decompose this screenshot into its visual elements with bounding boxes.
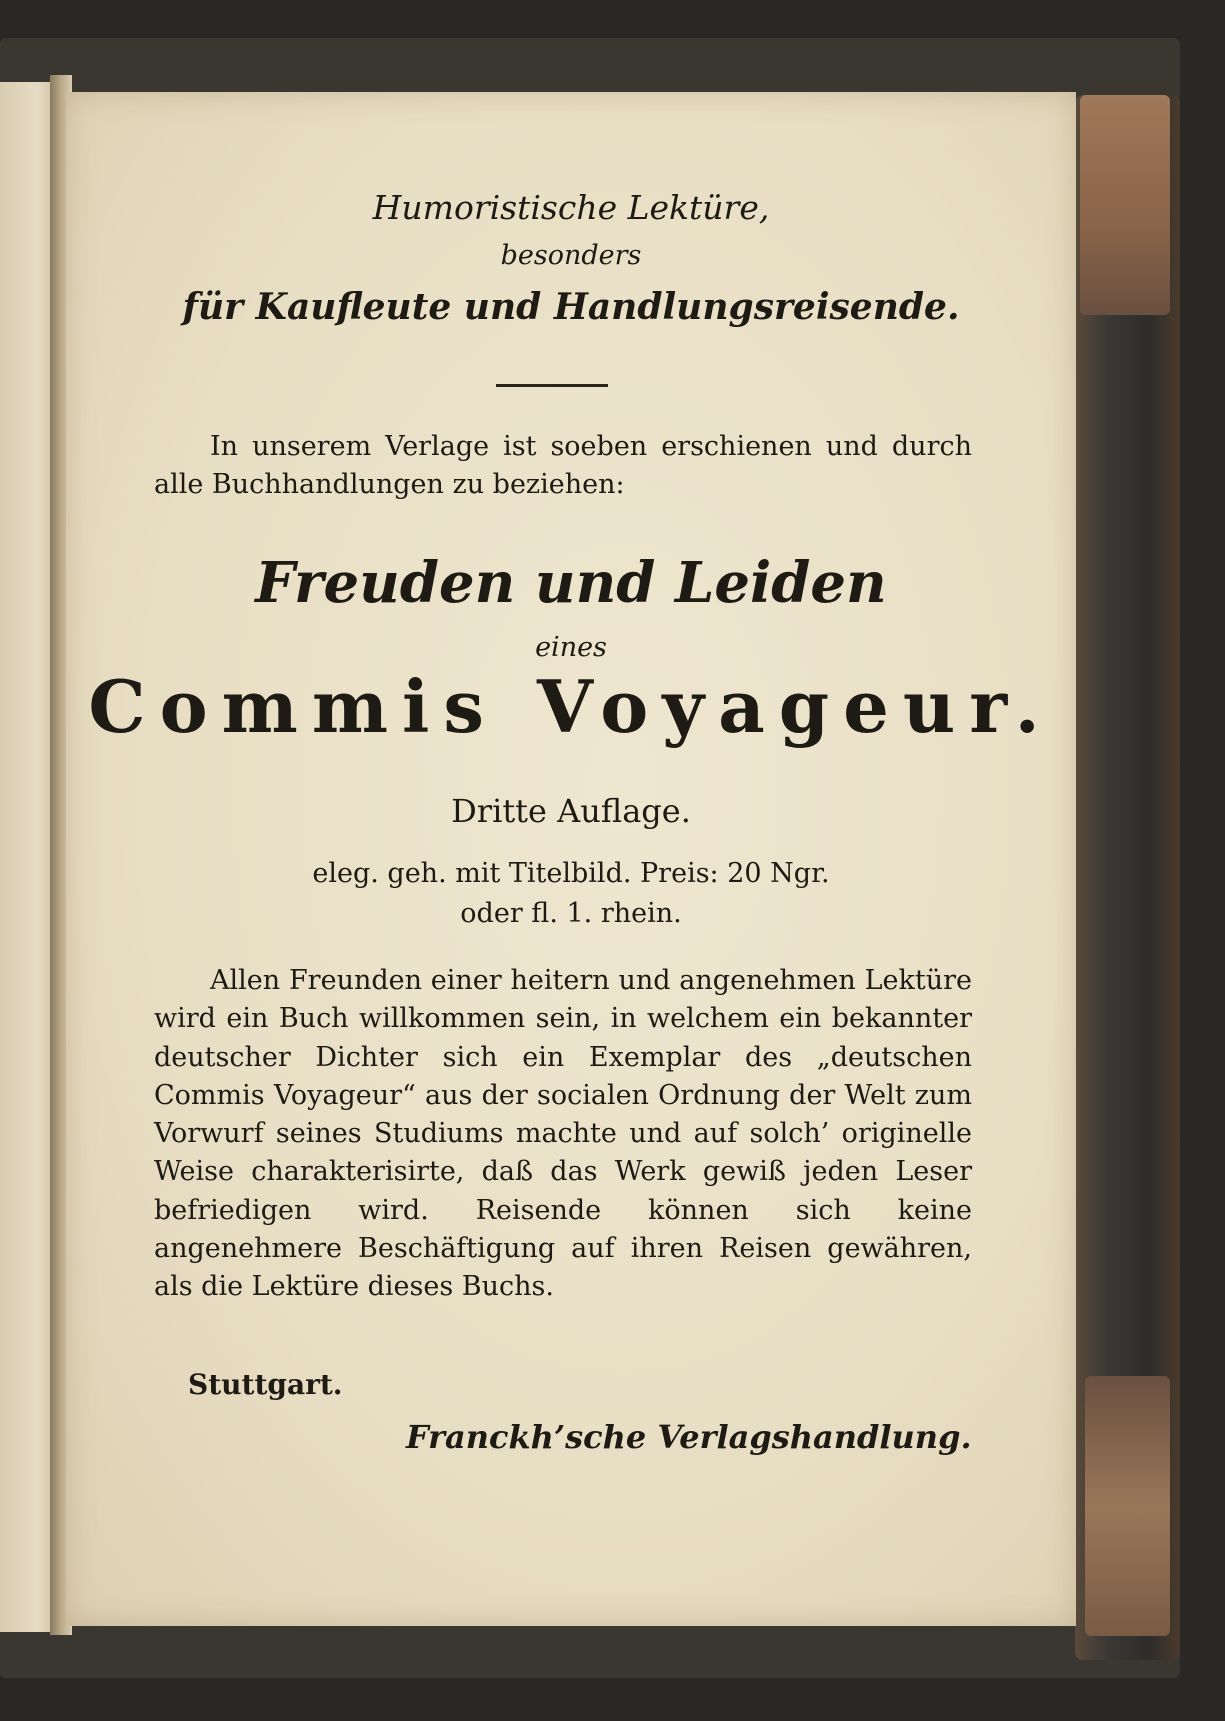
book-title-connector: eines <box>535 632 607 663</box>
description-paragraph: Allen Freunden einer heitern und angenehmen Lektüre wird ein Buch willkommen sein, in welchem ein bekannter deutscher Dichter sich ein Exemplar des „deutschen Commis Voyageur“ aus der socialen Ordnung der Welt zum Vorwurf seines Studiums machte und auf solch’ originelle Weise charakterisirte, daß das Werk gewiß jeden Leser befriedigen wird. Reisende können sich keine angenehmere Beschäftigung auf ihren Reisen gewähren, als die Lektüre dieses Buchs. <box>154 965 972 1303</box>
edition-label: Dritte Auflage. <box>451 792 691 830</box>
heading-humoristische: Humoristische Lektüre, <box>372 188 770 227</box>
heading-besonders: besonders <box>500 240 642 271</box>
book-title-subject: Commis Voyageur. <box>88 664 1054 749</box>
book-title-main: Freuden und Leiden <box>255 550 887 616</box>
price-alt-line: oder fl. 1. rhein. <box>460 898 682 929</box>
intro-paragraph: In unserem Verlage ist soeben erschienen und durch alle Buchhandlungen zu beziehen: <box>154 431 972 500</box>
heading-audience: für Kaufleute und Handlungsreisende. <box>182 286 960 328</box>
price-line: eleg. geh. mit Titelbild. Preis: 20 Ngr. <box>312 858 830 889</box>
divider-rule <box>496 384 608 387</box>
printed-page <box>66 92 1076 1626</box>
cover-corner-top <box>1080 95 1170 315</box>
cover-corner-bottom <box>1085 1376 1170 1636</box>
place-of-publication: Stuttgart. <box>188 1368 343 1401</box>
publisher-name: Franckh’sche Verlagshandlung. <box>406 1418 972 1456</box>
